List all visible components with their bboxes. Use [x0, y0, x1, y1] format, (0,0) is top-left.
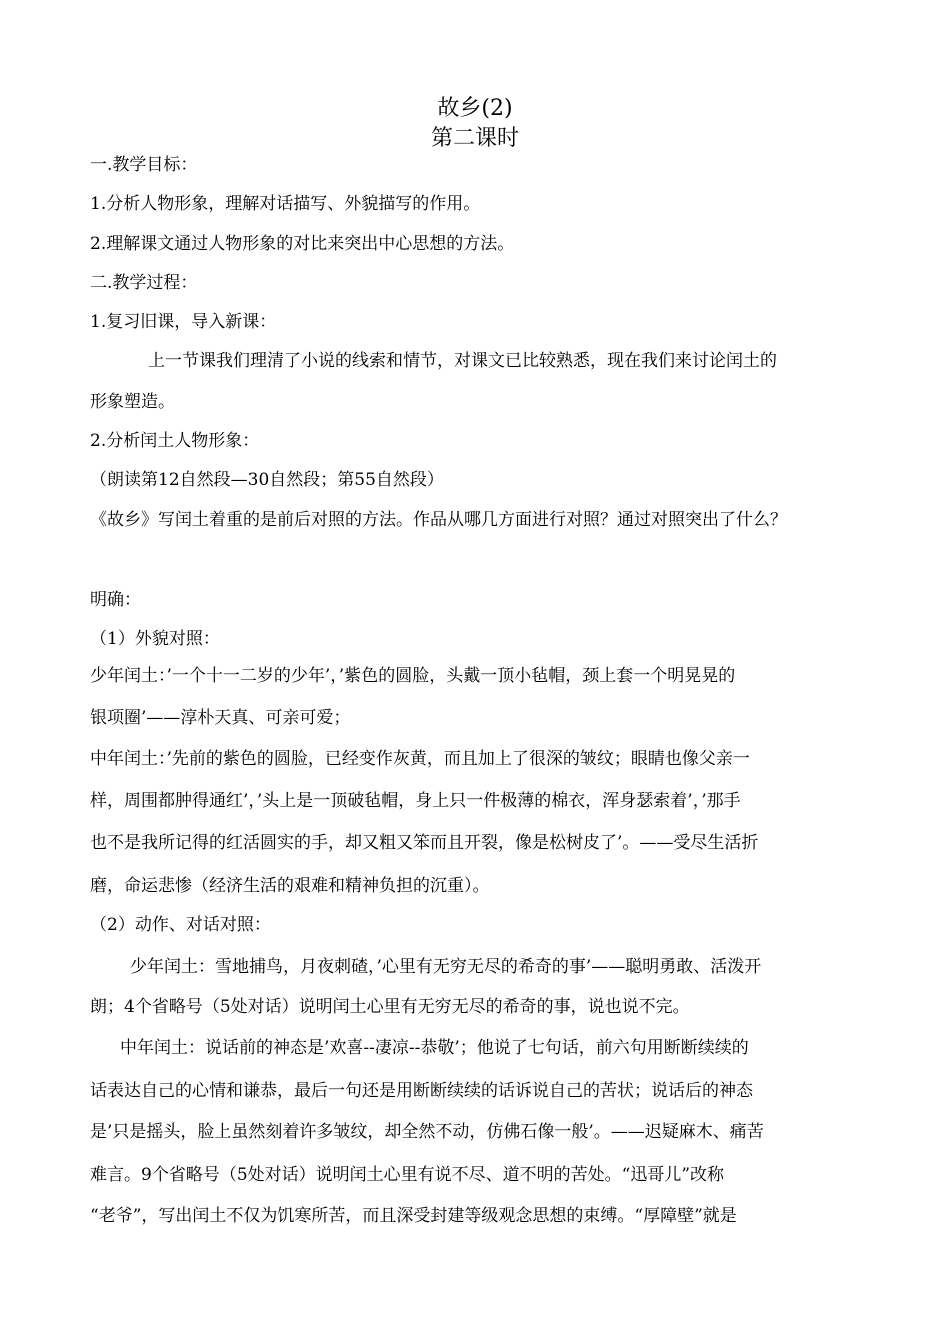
paragraph-line: 中年闰土：说话前的神态是’欢喜--凄凉--恭敬’；他说了七句话，前六句用断断续续的 [120, 1038, 749, 1058]
subsection-heading-appearance: （1）外貌对照： [90, 629, 220, 649]
paragraph-line: 银项圈’——淳朴天真、可亲可爱； [90, 708, 351, 728]
process-step-2: 2.分析闰土人物形象： [90, 431, 260, 451]
objective-item-2: 2.理解课文通过人物形象的对比来突出中心思想的方法。 [90, 234, 515, 254]
paragraph-line: 上一节课我们理清了小说的线索和情节，对课文已比较熟悉，现在我们来讨论闰土的 [148, 351, 777, 371]
section-heading-process: 二.教学过程： [90, 273, 198, 293]
paragraph-line: 是’只是摇头，脸上虽然刻着许多皱纹，却全然不动，仿佛石像一般’。——迟疑麻木、痛苦 [90, 1122, 764, 1142]
paragraph-line: “老爷”，写出闰土不仅为饥寒所苦，而且深受封建等级观念思想的束缚。“厚障壁”就是 [90, 1206, 737, 1226]
paragraph-line: 形象塑造。 [90, 392, 175, 412]
subsection-heading-dialogue: （2）动作、对话对照： [90, 915, 271, 935]
paragraph-line: 样，周围都肿得通红’，’头上是一顶破毡帽，身上只一件极薄的棉衣，浑身瑟索着’，’那手 [90, 791, 741, 811]
paragraph-line: 少年闰土：’一个十一二岁的少年’，’紫色的圆脸，头戴一顶小毡帽，颈上套一个明晃晃的 [90, 666, 736, 686]
document-subtitle: 第二课时 [430, 126, 519, 151]
reading-note: （朗读第12自然段—30自然段；第55自然段） [90, 470, 444, 490]
document-title: 故乡(2) [437, 96, 513, 121]
paragraph-line: 少年闰土：雪地捕鸟，月夜刺碴，’心里有无穷无尽的希奇的事’——聪明勇敢、活泼开 [130, 957, 762, 977]
process-step-1: 1.复习旧课，导入新课： [90, 312, 277, 332]
paragraph-line: 磨，命运悲惨（经济生活的艰难和精神负担的沉重）。 [90, 876, 490, 896]
paragraph-line: 中年闰土：’先前的紫色的圆脸，已经变作灰黄，而且加上了很深的皱纹；眼睛也像父亲一 [90, 749, 750, 769]
paragraph-line: 难言。9个省略号（5处对话）说明闰土心里有说不尽、道不明的苦处。“迅哥儿”改称 [90, 1165, 725, 1185]
paragraph-line: 话表达自己的心情和谦恭，最后一句还是用断断续续的话诉说自己的苦状；说话后的神态 [90, 1081, 753, 1101]
section-heading-objectives: 一.教学目标： [90, 155, 198, 175]
answer-label: 明确： [90, 590, 141, 610]
objective-item-1: 1.分析人物形象，理解对话描写、外貌描写的作用。 [90, 194, 481, 214]
paragraph-line: 也不是我所记得的红活圆实的手，却又粗又笨而且开裂，像是松树皮了’。——受尽生活折 [90, 833, 759, 853]
paragraph-line: 朗；4个省略号（5处对话）说明闰土心里有无穷无尽的希奇的事，说也说不完。 [90, 997, 690, 1017]
discussion-question: 《故乡》写闰土着重的是前后对照的方法。作品从哪几方面进行对照？通过对照突出了什么？ [90, 510, 787, 530]
